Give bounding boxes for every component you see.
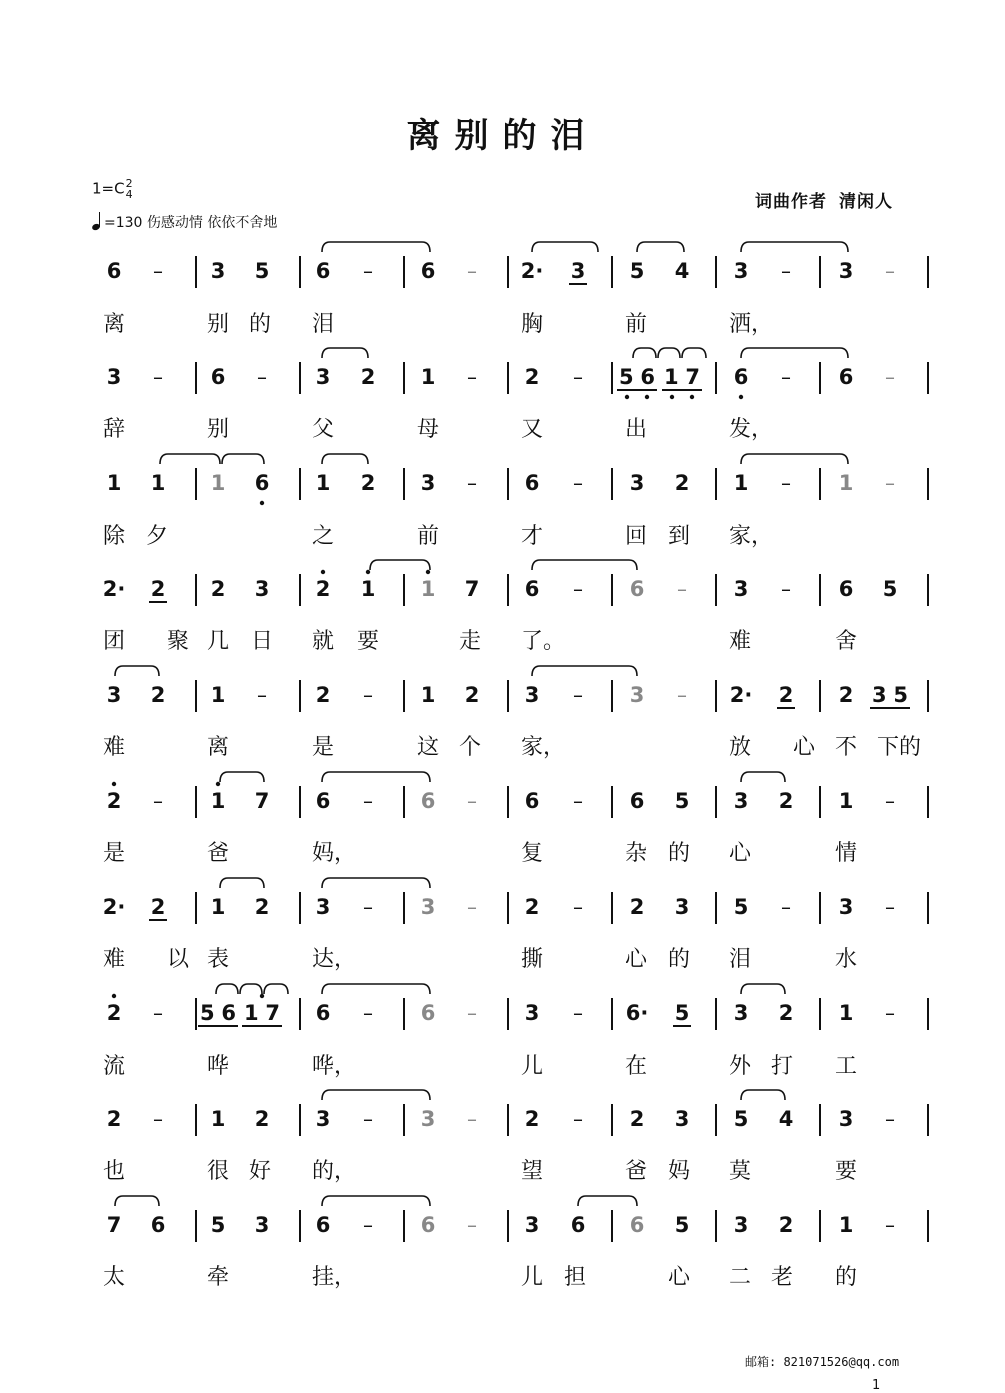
expression-text: 伤感动情 依依不舍地 [146, 215, 278, 231]
lyric: 母 [416, 417, 440, 442]
note: 3 [106, 683, 122, 707]
slur-mark [264, 984, 288, 994]
lyric: 杂 [624, 841, 648, 866]
lyric: 别 [206, 312, 230, 337]
lyric: 到 [667, 524, 691, 549]
note: 2 [464, 683, 480, 707]
lyric: 前 [624, 312, 648, 337]
note: 2· [729, 683, 753, 707]
lyric: 辞 [102, 417, 126, 442]
note: 5 [629, 259, 645, 283]
lyric: 外 [728, 1054, 752, 1079]
note: 1 [210, 683, 226, 707]
lyric: 洒， [729, 312, 774, 337]
note: 1 [420, 577, 436, 601]
lyric: 情 [834, 841, 858, 866]
note: 2 [106, 789, 122, 813]
note: 1 [210, 895, 226, 919]
sustain-dash: – [573, 789, 583, 813]
high-octave-dot [321, 570, 325, 574]
note: 6 [629, 789, 645, 813]
slur-mark [115, 666, 159, 676]
note: 5 [674, 789, 690, 813]
lyric: 个 [458, 735, 482, 760]
lyric: 除 [102, 524, 126, 549]
slur-mark [532, 560, 637, 570]
lyric: 爸 [624, 1159, 648, 1184]
low-octave-dot [670, 395, 674, 399]
slur-mark [741, 1090, 785, 1100]
note: 5 [733, 895, 749, 919]
sustain-dash: – [573, 365, 583, 389]
slur-mark [658, 348, 680, 358]
note: 6 [570, 1213, 586, 1237]
slur-mark [370, 560, 430, 570]
note: 7 [106, 1213, 122, 1237]
note: 2 [778, 683, 794, 707]
author-role: 词曲作者 [755, 192, 827, 212]
note: 5 [733, 1107, 749, 1131]
lyric: 达， [312, 947, 357, 972]
sustain-dash: – [363, 683, 373, 707]
sustain-dash: – [153, 1107, 163, 1131]
note: 2 [778, 1213, 794, 1237]
slur-mark [216, 984, 238, 994]
sustain-dash: – [781, 471, 791, 495]
sustain-dash: – [677, 683, 687, 707]
note: 1 [106, 471, 122, 495]
sustain-dash: – [573, 1107, 583, 1131]
note: 6 [733, 365, 749, 389]
note: 1 [838, 471, 854, 495]
lyric: 望 [520, 1159, 544, 1184]
note: 1 [315, 471, 331, 495]
sustain-dash: – [363, 789, 373, 813]
note: 6 [210, 365, 226, 389]
slur-mark [741, 454, 848, 464]
lyric: 牵 [206, 1265, 230, 1290]
note: 3 [106, 365, 122, 389]
note: 6 [315, 1001, 331, 1025]
note: 6 [629, 1213, 645, 1237]
tempo-bpm: =130 [104, 215, 143, 231]
note: 6 [420, 1213, 436, 1237]
note: 2 [315, 683, 331, 707]
low-octave-dot [645, 395, 649, 399]
note: 2· [102, 895, 126, 919]
lyric: 的 [248, 312, 272, 337]
note: 35 [872, 683, 908, 707]
note: 3 [733, 789, 749, 813]
note: 2 [778, 1001, 794, 1025]
time-signature: 2 4 [125, 177, 133, 201]
note: 2 [360, 365, 376, 389]
note: 3 [524, 1213, 540, 1237]
slur-mark [160, 454, 220, 464]
note: 2 [150, 683, 166, 707]
low-octave-dot [690, 395, 694, 399]
lyric: 是 [311, 735, 335, 760]
lyric: 儿 [520, 1054, 544, 1079]
note: 3 [733, 1001, 749, 1025]
lyric: 二 [728, 1265, 752, 1290]
note: 1 [210, 471, 226, 495]
sustain-dash: – [153, 365, 163, 389]
note: 3 [838, 895, 854, 919]
lyric: 别 [206, 417, 230, 442]
sustain-dash: – [781, 895, 791, 919]
note: 4 [674, 259, 690, 283]
sustain-dash: – [467, 1107, 477, 1131]
lyric: 回 [624, 524, 648, 549]
note: 2 [674, 471, 690, 495]
note: 3 [524, 683, 540, 707]
high-octave-dot [260, 994, 264, 998]
lyric: 的 [667, 841, 691, 866]
note: 2 [210, 577, 226, 601]
lyric: 太 [102, 1265, 126, 1290]
note: 3 [420, 895, 436, 919]
lyric: 哗 [206, 1054, 230, 1079]
lyric: 家， [521, 735, 566, 760]
slur-mark [322, 454, 368, 464]
lyric: 流 [102, 1054, 126, 1079]
lyric: 撕 [520, 947, 544, 972]
note: 2· [520, 259, 544, 283]
lyric: 也 [102, 1159, 126, 1184]
note: 56 [619, 365, 655, 389]
note: 6 [524, 577, 540, 601]
note: 2 [254, 1107, 270, 1131]
note: 2· [102, 577, 126, 601]
lyric: 难 [102, 947, 126, 972]
note: 3 [210, 259, 226, 283]
lyric: 爸 [206, 841, 230, 866]
lyric: 发， [729, 417, 774, 442]
lyric: 不 [834, 735, 858, 760]
note: 17 [664, 365, 700, 389]
sustain-dash: – [467, 895, 477, 919]
note: 2 [150, 895, 166, 919]
lyric: 几 [206, 629, 230, 654]
lyric: 了。 [521, 629, 566, 654]
sustain-dash: – [573, 1001, 583, 1025]
sustain-dash: – [363, 259, 373, 283]
note: 3 [315, 365, 331, 389]
lyric: 才 [520, 524, 544, 549]
note: 6· [625, 1001, 649, 1025]
slur-mark [633, 348, 656, 358]
note: 3 [733, 1213, 749, 1237]
note: 6 [420, 1001, 436, 1025]
lyric: 老 [770, 1265, 794, 1290]
note: 1 [360, 577, 376, 601]
author-name: 清闲人 [839, 192, 893, 212]
lyric: 表 [206, 947, 230, 972]
sustain-dash: – [467, 259, 477, 283]
lyric: 复 [520, 841, 544, 866]
sustain-dash: – [573, 895, 583, 919]
sustain-dash: – [467, 365, 477, 389]
note: 6 [420, 789, 436, 813]
lyric: 就 [311, 629, 335, 654]
high-octave-dot [112, 994, 116, 998]
lyric: 打 [770, 1054, 794, 1079]
sustain-dash: – [573, 471, 583, 495]
note: 3 [254, 1213, 270, 1237]
lyric: 难 [728, 629, 752, 654]
sustain-dash: – [781, 259, 791, 283]
slur-mark [322, 1196, 430, 1206]
sustain-dash: – [885, 789, 895, 813]
key-label: 1=C [92, 179, 125, 198]
note: 6 [838, 577, 854, 601]
slur-mark [322, 242, 430, 252]
lyric: 日 [250, 629, 274, 654]
note: 1 [210, 789, 226, 813]
note: 3 [420, 1107, 436, 1131]
note: 6 [420, 259, 436, 283]
note: 1 [150, 471, 166, 495]
note: 3 [254, 577, 270, 601]
sustain-dash: – [363, 895, 373, 919]
lyric: 妈， [312, 841, 357, 866]
lyric: 的 [667, 947, 691, 972]
slur-mark [741, 772, 785, 782]
note: 3 [674, 1107, 690, 1131]
lyric: 以 [166, 947, 190, 972]
sustain-dash: – [573, 577, 583, 601]
note: 1 [420, 365, 436, 389]
sustain-dash: – [363, 1213, 373, 1237]
high-octave-dot [216, 782, 220, 786]
slur-mark [741, 348, 848, 358]
lyric: 要 [834, 1159, 858, 1184]
note: 6 [838, 365, 854, 389]
lyric: 莫 [728, 1159, 752, 1184]
note: 6 [524, 789, 540, 813]
note: 2 [524, 895, 540, 919]
sustain-dash: – [467, 789, 477, 813]
lyric: 难 [102, 735, 126, 760]
sustain-dash: – [885, 1001, 895, 1025]
slur-mark [637, 242, 684, 252]
note: 2 [838, 683, 854, 707]
lyric: 水 [834, 947, 858, 972]
note: 6 [315, 259, 331, 283]
lyric: 走 [458, 629, 482, 654]
lyric: 很 [206, 1159, 230, 1184]
note: 3 [838, 1107, 854, 1131]
note: 6 [106, 259, 122, 283]
page-number: 1 [872, 1378, 881, 1393]
lyric: 父 [311, 417, 335, 442]
lyric: 的 [834, 1265, 858, 1290]
lyric: 要 [356, 629, 380, 654]
lyric: 前 [416, 524, 440, 549]
lyric: 心 [667, 1265, 691, 1290]
note: 6 [254, 471, 270, 495]
lyric: 妈 [667, 1159, 691, 1184]
lyric: 泪 [311, 312, 335, 337]
low-octave-dot [260, 501, 264, 505]
note: 2 [524, 365, 540, 389]
sustain-dash: – [885, 895, 895, 919]
lyric: 心 [792, 735, 816, 760]
lyric: 胸 [520, 312, 544, 337]
slur-mark [532, 666, 637, 676]
note: 5 [210, 1213, 226, 1237]
sustain-dash: – [885, 1107, 895, 1131]
note: 56 [200, 1001, 236, 1025]
slur-mark [578, 1196, 637, 1206]
sustain-dash: – [781, 365, 791, 389]
note: 5 [674, 1213, 690, 1237]
lyric: 舍 [834, 629, 858, 654]
slur-mark [322, 878, 430, 888]
note: 3 [674, 895, 690, 919]
song-title: 离别的泪 [406, 116, 599, 156]
low-octave-dot [739, 395, 743, 399]
high-octave-dot [366, 570, 370, 574]
sustain-dash: – [573, 683, 583, 707]
lyric: 担 [563, 1265, 587, 1290]
sustain-dash: – [467, 1001, 477, 1025]
lyric: 这 [416, 735, 440, 760]
sustain-dash: – [363, 1107, 373, 1131]
note: 6 [315, 1213, 331, 1237]
note: 3 [629, 683, 645, 707]
note: 2 [524, 1107, 540, 1131]
sustain-dash: – [153, 1001, 163, 1025]
lyric: 夕 [145, 524, 169, 549]
note: 2 [106, 1001, 122, 1025]
lyric: 离 [102, 312, 126, 337]
note: 6 [524, 471, 540, 495]
note: 3 [733, 577, 749, 601]
lyric: 放 [728, 735, 752, 760]
sustain-dash: – [467, 1213, 477, 1237]
note: 5 [882, 577, 898, 601]
sustain-dash: – [153, 259, 163, 283]
lyric: 心 [624, 947, 648, 972]
note: 17 [244, 1001, 280, 1025]
note: 3 [315, 895, 331, 919]
lyric: 之 [311, 524, 335, 549]
slur-mark [322, 1090, 430, 1100]
note: 1 [420, 683, 436, 707]
slur-mark [322, 772, 430, 782]
sustain-dash: – [363, 1001, 373, 1025]
sustain-dash: – [677, 577, 687, 601]
note: 1 [838, 1213, 854, 1237]
sustain-dash: – [885, 259, 895, 283]
sustain-dash: – [781, 577, 791, 601]
note: 3 [570, 259, 586, 283]
note: 1 [210, 1107, 226, 1131]
note: 2 [629, 895, 645, 919]
sustain-dash: – [153, 789, 163, 813]
note: 2 [150, 577, 166, 601]
contact-email: 邮箱: 821071526@qq.com [745, 1355, 900, 1369]
slur-mark [682, 348, 706, 358]
sustain-dash: – [467, 471, 477, 495]
slur-mark [222, 454, 264, 464]
note: 2 [360, 471, 376, 495]
lyric: 儿 [520, 1265, 544, 1290]
slur-mark [115, 1196, 159, 1206]
slur-mark [240, 984, 262, 994]
low-octave-dot [625, 395, 629, 399]
lyric: 出 [624, 417, 648, 442]
note: 2 [629, 1107, 645, 1131]
note: 3 [315, 1107, 331, 1131]
lyric: 聚 [166, 629, 190, 654]
note: 2 [106, 1107, 122, 1131]
lyric: 哗， [312, 1054, 357, 1079]
note: 1 [838, 789, 854, 813]
note: 2 [315, 577, 331, 601]
lyric: 工 [834, 1054, 858, 1079]
lyric: 又 [520, 417, 544, 442]
lyric: 的， [312, 1159, 357, 1184]
note: 6 [150, 1213, 166, 1237]
sustain-dash: – [885, 365, 895, 389]
note: 6 [315, 789, 331, 813]
note: 5 [254, 259, 270, 283]
note: 6 [629, 577, 645, 601]
sustain-dash: – [885, 471, 895, 495]
lyric: 团 [102, 629, 126, 654]
note: 1 [733, 471, 749, 495]
note: 5 [674, 1001, 690, 1025]
lyric: 心 [728, 841, 752, 866]
slur-mark [322, 984, 430, 994]
sustain-dash: – [257, 365, 267, 389]
sustain-dash: – [885, 1213, 895, 1237]
note: 3 [733, 259, 749, 283]
lyric: 下的 [877, 735, 922, 760]
sustain-dash: – [257, 683, 267, 707]
slur-mark [532, 242, 598, 252]
high-octave-dot [112, 782, 116, 786]
lyric: 是 [102, 841, 126, 866]
note: 3 [420, 471, 436, 495]
note: 1 [838, 1001, 854, 1025]
lyric: 离 [206, 735, 230, 760]
note: 3 [524, 1001, 540, 1025]
lyric: 挂， [312, 1265, 357, 1290]
slur-mark [741, 242, 848, 252]
note: 2 [778, 789, 794, 813]
lyric: 泪 [728, 947, 752, 972]
slur-mark [220, 878, 264, 888]
slur-mark [322, 348, 368, 358]
note: 7 [464, 577, 480, 601]
note: 3 [629, 471, 645, 495]
lyric: 家， [729, 524, 774, 549]
note: 2 [254, 895, 270, 919]
high-octave-dot [426, 570, 430, 574]
slur-mark [741, 984, 785, 994]
lyric: 在 [624, 1054, 648, 1079]
lyric: 好 [248, 1159, 272, 1184]
note: 3 [838, 259, 854, 283]
slur-mark [220, 772, 264, 782]
note: 7 [254, 789, 270, 813]
note: 4 [778, 1107, 794, 1131]
